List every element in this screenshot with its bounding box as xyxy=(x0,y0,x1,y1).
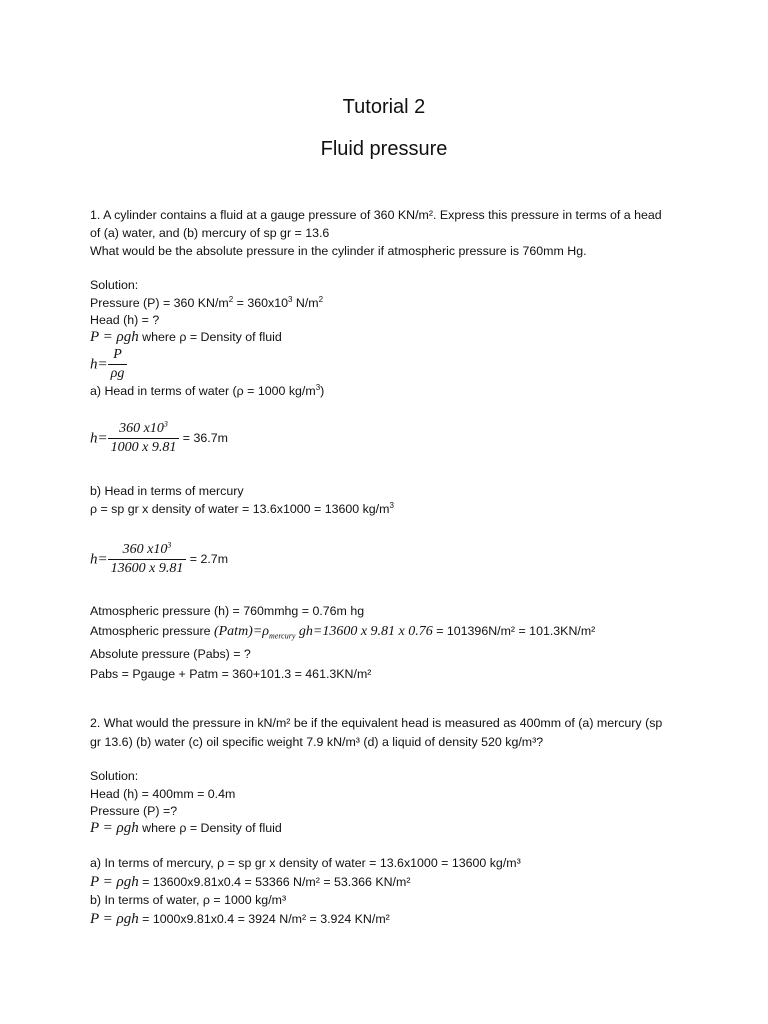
q2-pressure: Pressure (P) =? xyxy=(90,804,178,818)
q1-text-line-2: of (a) water, and (b) mercury of sp gr = 13.6 xyxy=(90,226,330,240)
q1-b-rho: ρ = sp gr x density of water = 13.6x1000 = 13600 $kg/m^3$ xyxy=(90,500,394,516)
q1-pabs: Pabs = Pgauge + Patm = 360+101.3 = 461.3KN/m² xyxy=(90,667,372,681)
q1-abs-label: Absolute pressure (Pabs) = ? xyxy=(90,647,251,661)
q2-b-calc: P = ρgh = 1000x9.81x0.4 = 3924 N/m² = 3.924 KN/m² xyxy=(90,911,390,927)
q2-text-line-1: 2. What would the pressure in kN/m² be if the equivalent head is measured as 400mm of (a) mercury (sp xyxy=(90,716,663,730)
q2-head: Head (h) = 400mm = 0.4m xyxy=(90,787,236,801)
q1-a-label: a) Head in terms of water (ρ = 1000 $kg/m^3$) xyxy=(90,382,325,398)
q1-atm-pressure: Atmospheric pressure $(Patm)=\rho_{mercury}$ gh=13600 x 9.81 x 0.76 = 101396N/m² = 101.3KN/m² xyxy=(90,624,596,641)
q1-solution-label: Solution: xyxy=(90,278,139,292)
q2-a-calc: P = ρgh = 13600x9.81x0.4 = 53366 N/m² = 53.366 KN/m² xyxy=(90,874,411,890)
q1-b-label: b) Head in terms of mercury xyxy=(90,484,244,498)
q1-h-fraction: h= $\frac{P}{\rho g}$ xyxy=(90,346,127,383)
q2-b-label: b) In terms of water, ρ = 1000 kg/m³ xyxy=(90,893,287,907)
q1-head-line: Head (h) = ? xyxy=(90,313,160,327)
q2-solution-label: Solution: xyxy=(90,769,139,783)
page-subtitle: Fluid pressure xyxy=(320,138,448,160)
q2-a-label: a) In terms of mercury, ρ = sp gr x density of water = 13.6x1000 = 13600 kg/m³ xyxy=(90,856,521,870)
q1-text-line-3: What would be the absolute pressure in the cylinder if atmospheric pressure is 760mm Hg. xyxy=(90,244,587,258)
q1-a-equation: h= $\frac{360 x10^3}{1000 x 9.81}$ = 36.7m xyxy=(90,419,228,455)
q1-pressure-line: Pressure (P) = 360 $KN/m^2 = 360x10^3$ $N/m^2$ xyxy=(90,294,324,310)
q1-atm-head: Atmospheric pressure (h) = 760mmhg = 0.76m hg xyxy=(90,604,365,618)
q2-text-line-2: gr 13.6) (b) water (c) oil specific weight 7.9 kN/m³ (d) a liquid of density 520 kg/m³? xyxy=(90,735,544,749)
q1-text-line-1: 1. A cylinder contains a fluid at a gauge pressure of 360 KN/m². Express this pressure in terms of a head xyxy=(90,208,662,222)
q2-formula: P = ρgh where ρ = Density of fluid xyxy=(90,820,282,836)
q1-b-equation: h= $\frac{360 x10^3}{13600 x 9.81}$ = 2.7m xyxy=(90,540,229,576)
q1-formula-line: P = ρgh where ρ = Density of fluid xyxy=(90,329,282,345)
page-title: Tutorial 2 xyxy=(342,96,426,118)
